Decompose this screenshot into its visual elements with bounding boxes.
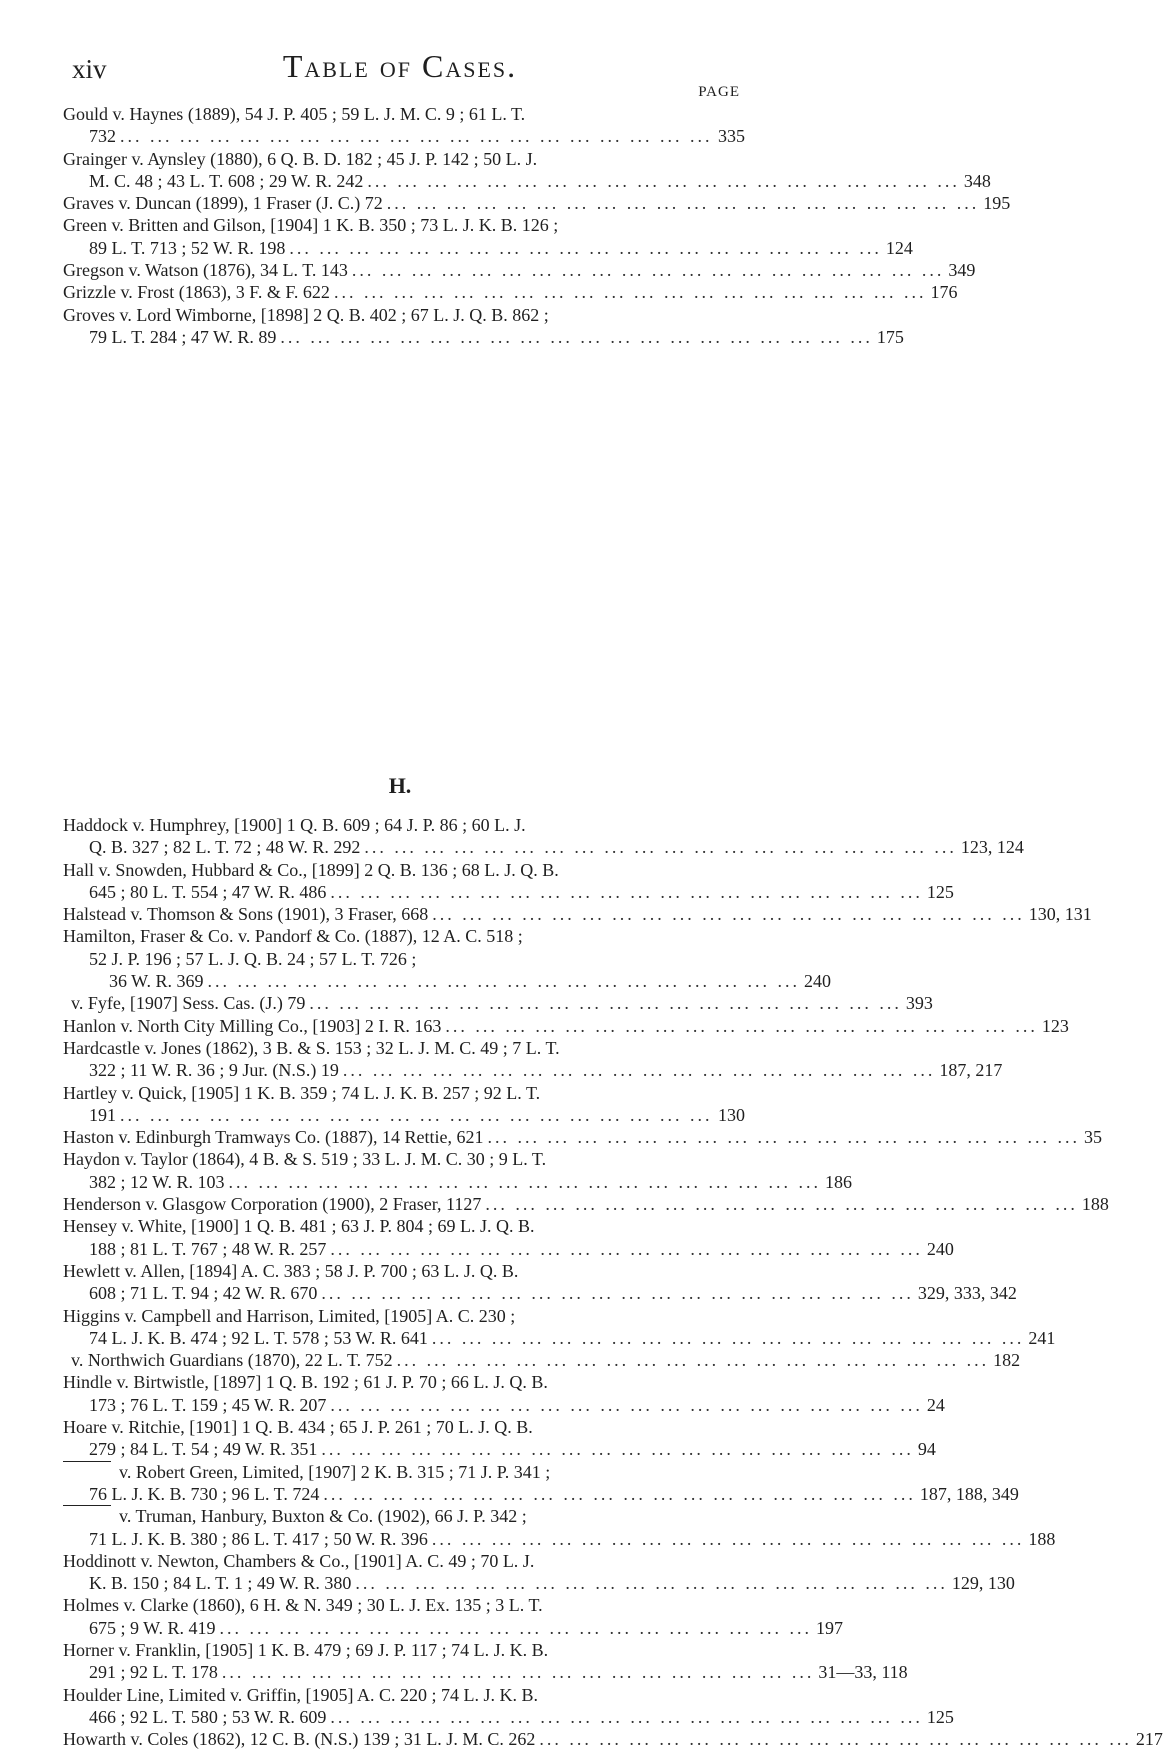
- case-entry: [63, 1082, 745, 1127]
- case-page-reference: 123: [1041, 1015, 1069, 1036]
- case-citation-line: Grainger v. Aynsley (1880), 6 Q. B. D. 182 ; 45 J. P. 142 ; 50 L. J.: [63, 148, 538, 169]
- section-g-entries: [63, 103, 1011, 348]
- case-entry: [63, 1215, 954, 1260]
- case-citation-line: Green v. Britten and Gilson, [1904] 1 K. B. 350 ; 73 L. J. K. B. 126 ;: [63, 215, 559, 236]
- leader-dots: ... ... ... ... ... ... ... ... ... ... ... ... ... ... ... ... ... ... ... ...: [431, 1528, 1025, 1549]
- case-entry: [63, 1260, 1017, 1305]
- case-citation-line: Halstead v. Thomson & Sons (1901), 3 Fraser, 668: [63, 904, 429, 925]
- case-page-reference: 31—33, 118: [818, 1662, 908, 1683]
- case-citation-line: 466 ; 92 L. T. 580 ; 53 W. R. 609: [89, 1706, 327, 1727]
- case-citation-line: 279 ; 84 L. T. 54 ; 49 W. R. 351: [89, 1439, 318, 1460]
- case-page-reference: 125: [926, 1706, 954, 1727]
- case-citation-line: Horner v. Franklin, [1905] 1 K. B. 479 ; 69 J. P. 117 ; 74 L. J. K. B.: [63, 1639, 549, 1660]
- case-page-reference: 188: [1081, 1194, 1109, 1215]
- case-page-reference: 175: [876, 326, 904, 347]
- case-entry: [63, 148, 991, 193]
- case-citation-line: 52 J. P. 196 ; 57 L. J. Q. B. 24 ; 57 L. T. 726 ;: [89, 948, 417, 969]
- case-page-reference: 197: [816, 1617, 844, 1638]
- case-entry: [63, 281, 958, 303]
- case-entry: [63, 1550, 1015, 1595]
- case-page-reference: 335: [718, 126, 745, 147]
- case-page-reference: 129, 130: [951, 1573, 1015, 1594]
- case-citation-line: Henderson v. Glasgow Corporation (1900), 2 Fraser, 1127: [63, 1194, 482, 1215]
- case-citation-line: 74 L. J. K. B. 474 ; 92 L. T. 578 ; 53 W. R. 641: [89, 1327, 428, 1348]
- case-citation-line: 188 ; 81 L. T. 767 ; 48 W. R. 257: [89, 1238, 327, 1259]
- case-citation-line: 291 ; 92 L. T. 178: [89, 1662, 218, 1683]
- case-citation-line: Graves v. Duncan (1899), 1 Fraser (J. C.) 72: [63, 193, 383, 214]
- case-citation-line: Howarth v. Coles (1862), 12 C. B. (N.S.) 139 ; 31 L. J. M. C. 262: [63, 1729, 536, 1750]
- leader-dots: ... ... ... ... ... ... ... ... ... ... ... ... ... ... ... ... ... ... ... ...: [309, 993, 902, 1014]
- case-citation-line: v. Truman, Hanbury, Buxton & Co. (1902), 66 J. P. 342 ;: [119, 1506, 527, 1527]
- case-citation-line: Hamilton, Fraser & Co. v. Pandorf & Co. (1887), 12 A. C. 518 ;: [63, 926, 523, 947]
- case-citation-line: Hanlon v. North City Milling Co., [1903] 2 I. R. 163: [63, 1015, 442, 1036]
- case-page-reference: 130, 131: [1028, 904, 1092, 925]
- leader-dots: ... ... ... ... ... ... ... ... ... ... ... ... ... ... ... ... ... ... ... ...: [367, 170, 960, 191]
- case-page-reference: 187, 217: [939, 1060, 1003, 1081]
- case-entry: [63, 1126, 1102, 1148]
- case-citation-line: Hoare v. Ritchie, [1901] 1 Q. B. 434 ; 65 J. P. 261 ; 70 L. J. Q. B.: [63, 1417, 533, 1438]
- case-citation-line: Haston v. Edinburgh Tramways Co. (1887), 14 Rettie, 621: [63, 1127, 484, 1148]
- case-citation-line: Hensey v. White, [1900] 1 Q. B. 481 ; 63 J. P. 804 ; 69 L. J. Q. B.: [63, 1216, 535, 1237]
- case-citation-line: Houlder Line, Limited v. Griffin, [1905] A. C. 220 ; 74 L. J. K. B.: [63, 1684, 538, 1705]
- case-citation-line: Holmes v. Clarke (1860), 6 H. & N. 349 ; 30 L. J. Ex. 135 ; 3 L. T.: [63, 1595, 543, 1616]
- page-column-label: PAGE: [698, 84, 740, 100]
- case-citation-line: Q. B. 327 ; 82 L. T. 72 ; 48 W. R. 292: [89, 837, 361, 858]
- leader-dots: ... ... ... ... ... ... ... ... ... ... ... ... ... ... ... ... ... ... ... ...: [321, 1283, 914, 1304]
- case-entry: [63, 1594, 844, 1639]
- case-entry: [63, 214, 913, 259]
- case-page-reference: 24: [926, 1394, 945, 1415]
- leader-dots: ... ... ... ... ... ... ... ... ... ... ... ... ... ... ... ... ... ... ... ...: [333, 282, 927, 303]
- case-citation-line: Hoddinott v. Newton, Chambers & Co., [1901] A. C. 49 ; 70 L. J.: [63, 1550, 535, 1571]
- ditto-dash: [63, 1461, 111, 1483]
- leader-dots: ... ... ... ... ... ... ... ... ... ... ... ... ... ... ... ... ... ... ... ...: [445, 1015, 1038, 1036]
- case-entry: [63, 925, 832, 992]
- page-number: xiv: [72, 54, 107, 84]
- leader-dots: ... ... ... ... ... ... ... ... ... ... ... ... ... ... ... ... ... ... ... ...: [386, 193, 980, 214]
- case-page-reference: 217: [1135, 1729, 1163, 1750]
- leader-dots: ... ... ... ... ... ... ... ... ... ... ... ... ... ... ... ... ... ... ... ...: [431, 1327, 1025, 1348]
- case-citation-line: 191: [89, 1104, 116, 1125]
- leader-dots: ... ... ... ... ... ... ... ... ... ... ... ... ... ... ... ... ... ... ... ...: [228, 1171, 822, 1192]
- case-citation-line: 732: [89, 126, 116, 147]
- case-citation-line: v. Northwich Guardians (1870), 22 L. T. 752: [71, 1350, 393, 1371]
- case-citation-line: 675 ; 9 W. R. 419: [89, 1617, 216, 1638]
- leader-dots: ... ... ... ... ... ... ... ... ... ... ... ... ... ... ... ... ... ... ... ...: [330, 1238, 923, 1259]
- case-page-reference: 176: [930, 282, 958, 303]
- case-page-reference: 240: [804, 971, 832, 992]
- case-citation-line: 76 L. J. K. B. 730 ; 96 L. T. 724: [89, 1483, 320, 1504]
- case-citation-line: Grizzle v. Frost (1863), 3 F. & F. 622: [63, 282, 330, 303]
- case-citation-line: Gregson v. Watson (1876), 34 L. T. 143: [63, 260, 348, 281]
- case-entry: [63, 1684, 954, 1729]
- leader-dots: ... ... ... ... ... ... ... ... ... ... ... ... ... ... ... ... ... ... ... ...: [487, 1127, 1080, 1148]
- leader-dots: ... ... ... ... ... ... ... ... ... ... ... ... ... ... ... ... ... ... ... ...: [330, 881, 923, 902]
- case-entry: [63, 1728, 1163, 1750]
- section-letter-heading: H.: [388, 773, 412, 798]
- case-citation-line: M. C. 48 ; 43 L. T. 608 ; 29 W. R. 242: [89, 170, 364, 191]
- case-page-reference: 123, 124: [960, 837, 1024, 858]
- case-citation-line: v. Fyfe, [1907] Sess. Cas. (J.) 79: [71, 993, 306, 1014]
- case-citation-line: Gould v. Haynes (1889), 54 J. P. 405 ; 59 L. J. M. C. 9 ; 61 L. T.: [63, 104, 526, 124]
- leader-dots: ... ... ... ... ... ... ... ... ... ... ... ... ... ... ... ... ... ... ... ...: [364, 837, 957, 858]
- case-page-reference: 241: [1028, 1327, 1056, 1348]
- leader-dots: ... ... ... ... ... ... ... ... ... ... ... ... ... ... ... ... ... ... ... ...: [219, 1617, 813, 1638]
- case-entry: [63, 1371, 945, 1416]
- case-page-reference: 35: [1084, 1127, 1102, 1148]
- case-page-reference: 240: [926, 1238, 954, 1259]
- case-citation-line: Hewlett v. Allen, [1894] A. C. 383 ; 58 J. P. 700 ; 63 L. J. Q. B.: [63, 1260, 519, 1281]
- case-citation-line: 382 ; 12 W. R. 103: [89, 1171, 225, 1192]
- leader-dots: ... ... ... ... ... ... ... ... ... ... ... ... ... ... ... ... ... ... ... ...: [342, 1060, 936, 1081]
- case-citation-line: Higgins v. Campbell and Harrison, Limited, [1905] A. C. 230 ;: [63, 1305, 516, 1326]
- case-entry: [63, 1037, 1003, 1082]
- case-citation-line: 36 W. R. 369: [109, 971, 204, 992]
- leader-dots: ... ... ... ... ... ... ... ... ... ... ... ... ... ... ... ... ... ... ... ...: [355, 1573, 948, 1594]
- leader-dots: ... ... ... ... ... ... ... ... ... ... ... ... ... ... ... ... ... ... ... ...: [396, 1350, 990, 1371]
- case-entry: [63, 992, 933, 1014]
- leader-dots: ... ... ... ... ... ... ... ... ... ... ... ... ... ... ... ... ... ... ... ...: [221, 1662, 815, 1683]
- case-citation-line: 608 ; 71 L. T. 94 ; 42 W. R. 670: [89, 1283, 318, 1304]
- case-entry: [63, 1193, 1109, 1215]
- leader-dots: ... ... ... ... ... ... ... ... ... ... ... ... ... ... ... ... ... ... ... ...: [323, 1483, 916, 1504]
- case-citation-line: K. B. 150 ; 84 L. T. 1 ; 49 W. R. 380: [89, 1573, 352, 1594]
- page-title: Table of Cases.: [282, 48, 518, 84]
- leader-dots: ... ... ... ... ... ... ... ... ... ... ... ... ... ... ... ... ... ... ... ...: [289, 237, 882, 258]
- case-citation-line: 71 L. J. K. B. 380 ; 86 L. T. 417 ; 50 W. R. 396: [89, 1528, 428, 1549]
- case-citation-line: v. Robert Green, Limited, [1907] 2 K. B. 315 ; 71 J. P. 341 ;: [119, 1461, 551, 1482]
- case-entry: [63, 304, 904, 349]
- case-citation-line: 89 L. T. 713 ; 52 W. R. 198: [89, 237, 286, 258]
- running-head: [72, 36, 728, 84]
- case-page-reference: 188: [1028, 1528, 1056, 1549]
- case-page-reference: 348: [963, 170, 991, 191]
- case-citation-line: 322 ; 11 W. R. 36 ; 9 Jur. (N.S.) 19: [89, 1060, 339, 1081]
- ditto-dash: [63, 1505, 111, 1527]
- case-citation-line: 173 ; 76 L. T. 159 ; 45 W. R. 207: [89, 1394, 327, 1415]
- case-citation-line: Hindle v. Birtwistle, [1897] 1 Q. B. 192 ; 61 J. P. 70 ; 66 L. J. Q. B.: [63, 1372, 548, 1393]
- case-page-reference: 329, 333, 342: [917, 1283, 1017, 1304]
- section-h-entries: [63, 814, 1163, 1750]
- case-citation-line: Hartley v. Quick, [1905] 1 K. B. 359 ; 74 L. J. K. B. 257 ; 92 L. T.: [63, 1082, 541, 1103]
- case-entry: [63, 859, 954, 904]
- case-entry: [63, 1639, 908, 1684]
- case-entry: [63, 192, 1011, 214]
- case-citation-line: Groves v. Lord Wimborne, [1898] 2 Q. B. 402 ; 67 L. J. Q. B. 862 ;: [63, 304, 549, 325]
- leader-dots: ... ... ... ... ... ... ... ... ... ... ... ... ... ... ... ... ... ... ... ...: [120, 126, 713, 147]
- case-entry: [63, 903, 1092, 925]
- case-entry: [63, 1148, 853, 1193]
- case-entry: [63, 1416, 936, 1461]
- case-citation-line: Hardcastle v. Jones (1862), 3 B. & S. 153 ; 32 L. J. M. C. 49 ; 7 L. T.: [63, 1037, 560, 1058]
- case-page-reference: 130: [718, 1104, 745, 1125]
- leader-dots: ... ... ... ... ... ... ... ... ... ... ... ... ... ... ... ... ... ... ... ...: [120, 1104, 713, 1125]
- case-page-reference: 182: [993, 1350, 1021, 1371]
- case-entry: [63, 259, 976, 281]
- case-entry: [63, 1305, 1056, 1350]
- case-page-reference: 187, 188, 349: [919, 1483, 1019, 1504]
- leader-dots: ... ... ... ... ... ... ... ... ... ... ... ... ... ... ... ... ... ... ... ...: [280, 326, 873, 347]
- case-entry: [63, 1505, 1056, 1550]
- case-page-reference: 94: [917, 1439, 936, 1460]
- case-citation-line: Hall v. Snowden, Hubbard & Co., [1899] 2 Q. B. 136 ; 68 L. J. Q. B.: [63, 859, 559, 880]
- leader-dots: ... ... ... ... ... ... ... ... ... ... ... ... ... ... ... ... ... ... ... ...: [330, 1394, 923, 1415]
- case-citation-line: 645 ; 80 L. T. 554 ; 47 W. R. 486: [89, 881, 327, 902]
- case-citation-line: 79 L. T. 284 ; 47 W. R. 89: [89, 326, 277, 347]
- case-entry: [63, 1461, 1019, 1506]
- leader-dots: ... ... ... ... ... ... ... ... ... ... ... ... ... ... ... ... ... ... ... ...: [485, 1194, 1078, 1215]
- leader-dots: ... ... ... ... ... ... ... ... ... ... ... ... ... ... ... ... ... ... ... ...: [351, 260, 945, 281]
- case-page-reference: 195: [983, 193, 1011, 214]
- leader-dots: ... ... ... ... ... ... ... ... ... ... ... ... ... ... ... ... ... ... ... ...: [207, 971, 801, 992]
- case-page-reference: 349: [948, 260, 976, 281]
- case-entry: [63, 103, 745, 148]
- leader-dots: ... ... ... ... ... ... ... ... ... ... ... ... ... ... ... ... ... ... ... ...: [539, 1729, 1132, 1750]
- leader-dots: ... ... ... ... ... ... ... ... ... ... ... ... ... ... ... ... ... ... ... ...: [321, 1439, 914, 1460]
- leader-dots: ... ... ... ... ... ... ... ... ... ... ... ... ... ... ... ... ... ... ... ...: [330, 1706, 923, 1727]
- case-entry: [63, 814, 1024, 859]
- leader-dots: ... ... ... ... ... ... ... ... ... ... ... ... ... ... ... ... ... ... ... ...: [432, 904, 1025, 925]
- case-entry: [63, 1015, 1069, 1037]
- case-citation-line: Haddock v. Humphrey, [1900] 1 Q. B. 609 ; 64 J. P. 86 ; 60 L. J.: [63, 815, 526, 835]
- case-page-reference: 393: [905, 993, 933, 1014]
- case-page-reference: 124: [885, 237, 913, 258]
- case-page-reference: 186: [825, 1171, 853, 1192]
- case-page-reference: 125: [926, 881, 954, 902]
- case-citation-line: Haydon v. Taylor (1864), 4 B. & S. 519 ; 33 L. J. M. C. 30 ; 9 L. T.: [63, 1149, 547, 1170]
- case-entry: [63, 1349, 1021, 1371]
